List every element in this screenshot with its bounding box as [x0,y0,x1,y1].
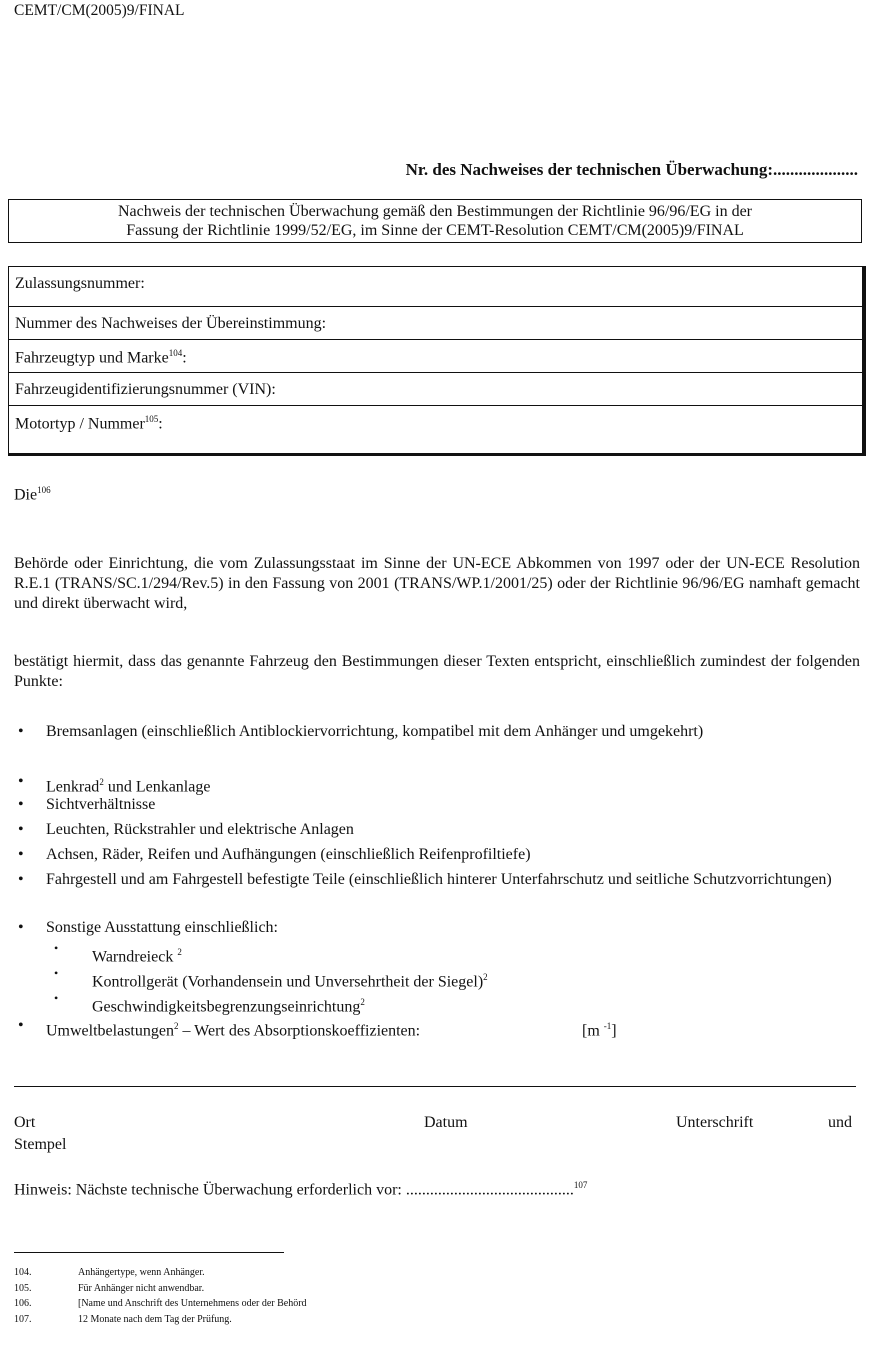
footnote-text: 12 Monate nach dem Tag der Prüfung. [78,1314,232,1325]
und-label: und [828,1114,852,1131]
list-item [18,1016,860,1041]
bullet-icon: • [18,846,24,863]
list-item [18,820,860,840]
list-item-text: Geschwindigkeitsbegrenzungseinrichtung$^2$ [92,997,365,1016]
bullet-icon: • [18,773,24,790]
die-text: Die [14,486,38,504]
list-item-text: Kontrollgerät (Vorhandensein und Unversehrtheit der Siegel)$^2$ [92,972,488,991]
table-row [9,307,862,340]
table-row [9,406,862,439]
vin-label: Fahrzeugidentifizierungsnummer (VIN): [15,381,276,398]
list-item-text: Leuchten, Rückstrahler und elektrische Anlagen [46,821,354,838]
list-item [18,845,860,865]
footnote-ref: 2 [99,777,104,787]
absorption-unit: [m $^{-1}$] [582,1021,617,1040]
list-item-text: Warndreieck $^2$ [92,947,182,966]
next-inspection-note [14,1180,587,1199]
engine-type-label: Motortyp / Nummer [15,415,145,433]
list-item-text: Sonstige Ausstattung einschließlich: [46,919,278,936]
footnote-ref: 2 [177,947,182,957]
footnote-divider [14,1252,284,1253]
footnote-number: 104. [14,1267,32,1278]
stempel-label: Stempel [14,1136,67,1153]
list-item-text: Sichtverhältnisse [46,796,156,813]
certificate-heading-line-1: Nachweis der technischen Überwachung gemäß den Bestimmungen der Richtlinie 96/96/EG in der [117,203,753,220]
bullet-icon: • [18,821,24,838]
footnote-ref: 105 [144,414,159,424]
bullet-icon: • [18,1017,24,1034]
bullet-icon: • [18,919,24,936]
datum-label: Datum [424,1114,468,1131]
conformity-number-label: Nummer des Nachweises der Übereinstimmung: [15,315,327,332]
sub-bullet-icon: • [54,966,59,980]
signature-divider [14,1086,856,1087]
table-row [9,373,862,406]
label-colon: : [158,415,163,433]
authority-paragraph: Behörde oder Einrichtung, die vom Zulassungsstaat im Sinne der UN-ECE Abkommen von 1997 oder der UN-ECE Resolution R.E.1 (TRANS/SC.1/294/Rev.5) in den Fassung von 2001 (TRANS/WP.1/2001/25) oder der Richtlinie 96/96/EG namhaft gemacht und direkt überwacht wird, [14,555,860,612]
vehicle-data-table [8,266,866,456]
footnote-ref: 2 [173,1021,179,1031]
sub-bullet-icon: • [54,941,59,955]
list-item [18,795,860,815]
footnote-ref: 104 [168,348,183,358]
list-item-text: Achsen, Räder, Reifen und Aufhängungen (einschließlich Reifenprofiltiefe) [46,846,531,863]
sub-bullet-icon: • [54,991,59,1005]
footnote-ref: 2 [360,997,365,1007]
sub-list-item [54,992,854,1017]
certificate-heading-box [8,199,862,243]
list-item-text: Umweltbelastungen$^2$ – Wert des Absorptionskoeffizienten: [46,1021,421,1040]
label-colon: : [182,349,187,367]
list-item-text: Fahrgestell und am Fahrgestell befestigte Teile (einschließlich hinterer Unterfahrschutz und seitliche Schutzvorrichtungen) [46,871,832,888]
footnote-ref: 2 [483,972,488,982]
table-row [9,267,862,307]
list-item [18,722,860,742]
registration-number-label: Zulassungsnummer: [15,275,145,292]
table-row [9,340,862,373]
sub-list-item [54,942,854,967]
footnote-ref: 107 [573,1180,588,1190]
die-line [14,480,860,505]
certificate-heading-line-2: Fassung der Richtlinie 1999/52/EG, im Sinne der CEMT-Resolution CEMT/CM(2005)9/FINAL [126,222,744,239]
footnote-number: 106. [14,1298,32,1309]
bullet-icon: • [18,723,24,740]
footnote-text: Für Anhänger nicht anwendbar. [78,1283,205,1294]
ort-label: Ort [14,1114,36,1131]
unit-exponent: -1 [603,1021,612,1031]
unterschrift-label: Unterschrift [676,1114,754,1131]
next-inspection-text: Hinweis: Nächste technische Überwachung erforderlich vor: .......................................... [14,1181,574,1199]
footnote-text: Anhängertype, wenn Anhänger. [78,1267,205,1278]
vehicle-type-label: Fahrzeugtyp und Marke [15,349,169,367]
footnote-ref: 106 [37,485,51,495]
list-item-text: Bremsanlagen (einschließlich Antiblockiervorrichtung, kompatibel mit dem Anhänger und umgekehrt) [46,723,704,740]
inspection-number-title: Nr. des Nachweises der technischen Überwachung:.................... [405,160,858,179]
list-item [18,918,860,938]
footnote-text: [Name und Anschrift des Unternehmens oder der Behörd [78,1298,307,1309]
list-item-text: Lenkrad$^2$ und Lenkanlage [46,777,211,796]
list-item [18,772,860,797]
confirmation-paragraph: bestätigt hiermit, dass das genannte Fahrzeug den Bestimmungen dieser Texten entspricht, einschließlich zumindest der folgenden Punkte: [14,653,860,690]
sub-list-item [54,967,854,992]
document-reference: CEMT/CM(2005)9/FINAL [14,2,185,19]
footnote-number: 105. [14,1283,32,1294]
bullet-icon: • [18,796,24,813]
footnote-number: 107. [14,1314,32,1325]
list-item [18,870,860,890]
bullet-icon: • [18,871,24,888]
